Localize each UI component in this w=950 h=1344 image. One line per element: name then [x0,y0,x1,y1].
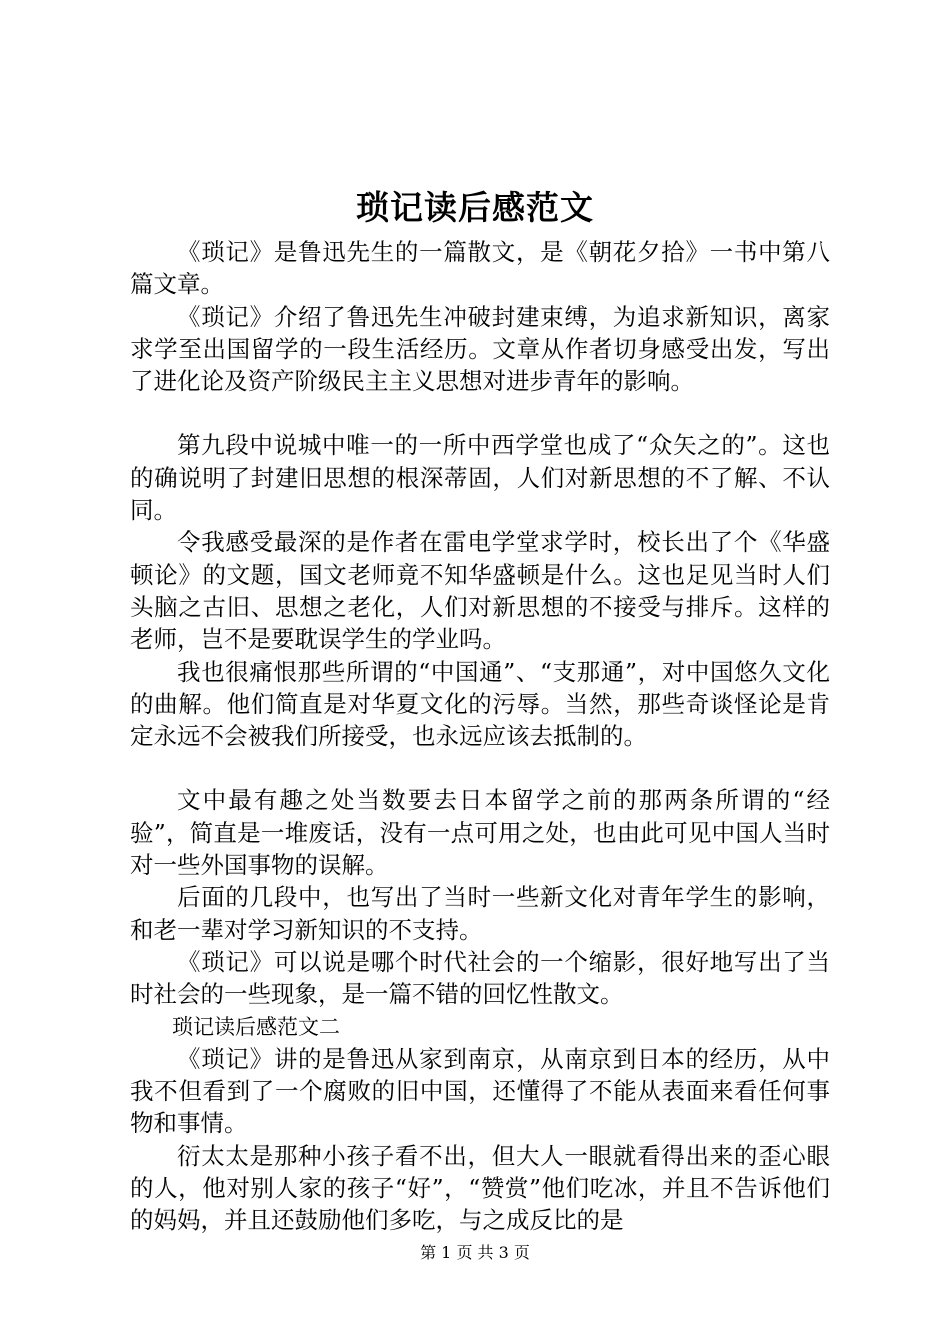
paragraph: 令我感受最深的是作者在雷电学堂求学时，校长出了个《华盛顿论》的文题，国文老师竟不知华盛顿是什么。这也足见当时人们头脑之古旧、思想之老化，人们对新思想的不接受与排斥。这样的老师，岂不是要耽误学生的学业吗。 [130,528,830,654]
section-heading: 琐记读后感范文二 [172,1014,340,1039]
document-title: 琐记读后感范文 [356,188,594,227]
paragraph: 《琐记》是鲁迅先生的一篇散文，是《朝花夕拾》一书中第八篇文章。 [130,238,830,299]
paragraph: 文中最有趣之处当数要去日本留学之前的那两条所谓的“经验”，简直是一堆废话，没有一点可用之处，也由此可见中国人当时对一些外国事物的误解。 [130,786,830,880]
paragraph: 第九段中说城中唯一的一所中西学堂也成了“众矢之的”。这也的确说明了封建旧思想的根深蒂固，人们对新思想的不了解、不认同。 [130,431,830,525]
paragraph: 我也很痛恨那些所谓的“中国通”、“支那通”，对中国悠久文化的曲解。他们简直是对华夏文化的污辱。当然，那些奇谈怪论是肯定永远不会被我们所接受，也永远应该去抵制的。 [130,657,830,751]
paragraph: 《琐记》可以说是哪个时代社会的一个缩影，很好地写出了当时社会的一些现象，是一篇不错的回忆性散文。 [130,947,830,1009]
page-footer: 第 1 页 共 3 页 [420,1243,530,1262]
paragraph: 后面的几段中，也写出了当时一些新文化对青年学生的影响，和老一辈对学习新知识的不支持。 [130,883,830,944]
paragraph: 《琐记》介绍了鲁迅先生冲破封建束缚，为追求新知识，离家求学至出国留学的一段生活经历。文章从作者切身感受出发，写出了进化论及资产阶级民主主义思想对进步青年的影响。 [130,302,830,396]
paragraph: 《琐记》讲的是鲁迅从家到南京，从南京到日本的经历，从中我不但看到了一个腐败的旧中国，还懂得了不能从表面来看任何事物和事情。 [130,1044,830,1138]
document-body [130,236,830,1237]
paragraph: 衍太太是那种小孩子看不出，但大人一眼就看得出来的歪心眼的人，他对别人家的孩子“好”，“赞赏”他们吃冰，并且不告诉他们的妈妈，并且还鼓励他们多吃，与之成反比的是 [130,1141,830,1235]
